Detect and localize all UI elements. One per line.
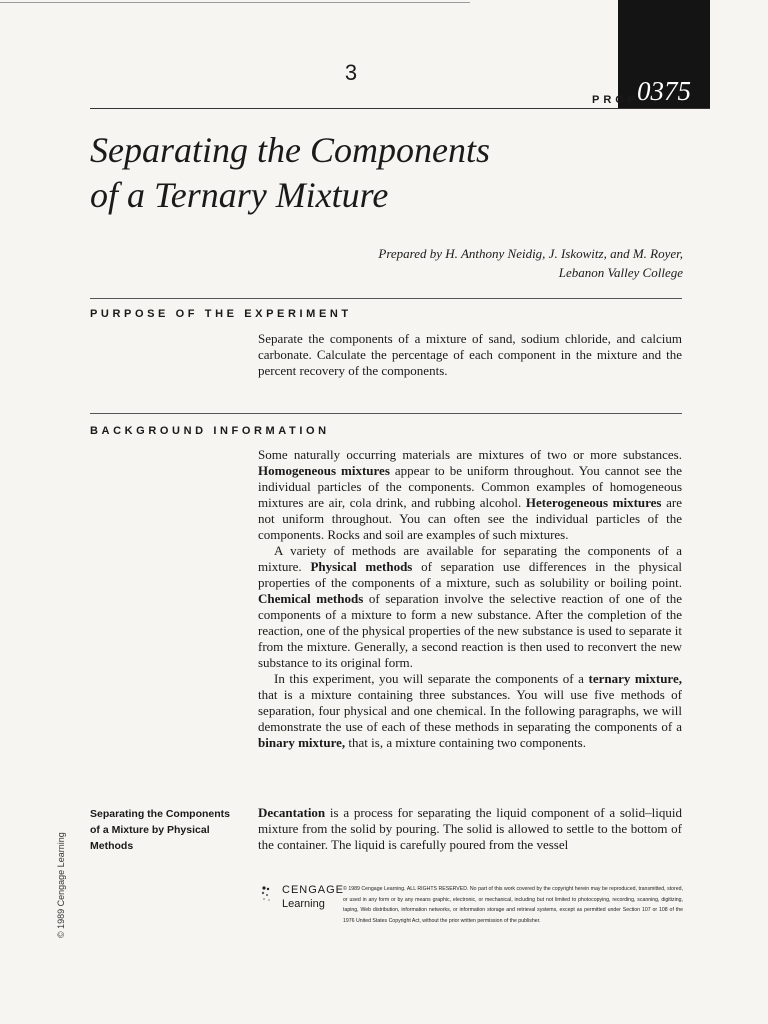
title-line-1: Separating the Components — [90, 130, 490, 170]
subsection-heading: Separating the Components of a Mixture by Physical Methods — [90, 808, 231, 852]
title-line-2: of a Ternary Mixture — [90, 175, 389, 215]
cengage-logo-text: CENGAGE — [282, 884, 345, 896]
purpose-text — [258, 331, 682, 379]
background-paragraph-2: A variety of methods are available for separating the components of a mixture. Physical methods of separation use differences in the physical properties of the components of a mixture, such as solubility or boiling point. Chemical methods of separation involve the selective reaction of one of the components of a mixture to form a new substance. After the completion of the reaction, one of the physical properties of the new substance is used to separate it from the mixture. Generally, a second reaction is then used to reconvert the new substance to its original form. — [258, 543, 682, 670]
background-rule — [90, 413, 682, 414]
purpose-paragraph: Separate the components of a mixture of sand, sodium chloride, and calcium carbonate. Calculate the percentage of each component in the mixture and the percent recovery of the components. — [258, 331, 682, 378]
background-paragraph-1: Some naturally occurring materials are mixtures of two or more substances. Homogeneous mixtures appear to be uniform throughout. You cannot see the individual particles of the components. Common examples of homogeneous mixtures are air, cola drink, and rubbing alcohol. Heterogeneous mixtures are not uniform throughout. You can often see the individual particles of the components. Rocks and soil are examples of such mixtures. — [258, 447, 682, 542]
chapter-number: 3 — [344, 60, 358, 85]
side-copyright: © 1989 Cengage Learning — [56, 832, 66, 938]
decantation-text — [258, 805, 682, 853]
purpose-rule — [90, 298, 682, 299]
header-rule — [90, 108, 710, 109]
credit-line-1: Prepared by H. Anthony Neidig, J. Iskowitz, and M. Royer, — [378, 246, 683, 261]
decantation-paragraph: Decantation is a process for separating the liquid component of a solid–liquid mixture from the solid by pouring. The solid is allowed to settle to the bottom of the container. The liquid is carefully poured from the vessel — [258, 805, 682, 852]
purpose-heading: PURPOSE OF THE EXPERIMENT — [90, 308, 352, 320]
author-credit — [340, 244, 683, 282]
learning-logo-text: Learning — [282, 898, 325, 910]
background-paragraph-3: In this experiment, you will separate the components of a ternary mixture, that is a mixture containing three substances. You will use five methods of separation, four physical and one chemical. In the following paragraphs, we will demonstrate the use of each of these methods in separating the components of a binary mixture, that is, a mixture containing two components. — [258, 671, 682, 750]
copyright-fineprint: © 1989 Cengage Learning. ALL RIGHTS RESERVED. No part of this work covered by the copyright herein may be reproduced, transmitted, stored, or used in any form or by any means graphic, electronic, or mechanical, including but not limited to photocopying, recording, scanning, digitizing, taping, Web distribution, information networks, or information storage and retrieval systems, except as permitted under Section 107 or 108 of the 1976 United States Copyright Act, without the prior written permission of the publisher. — [343, 886, 683, 924]
prop-label: PROP — [592, 94, 640, 106]
prop-number: 0375 — [637, 76, 691, 106]
cengage-logo-icon — [258, 884, 274, 906]
background-heading: BACKGROUND INFORMATION — [90, 425, 330, 437]
credit-line-2: Lebanon Valley College — [558, 265, 683, 280]
document-title — [90, 128, 490, 218]
background-text — [258, 447, 682, 751]
top-edge-rule — [0, 2, 470, 3]
